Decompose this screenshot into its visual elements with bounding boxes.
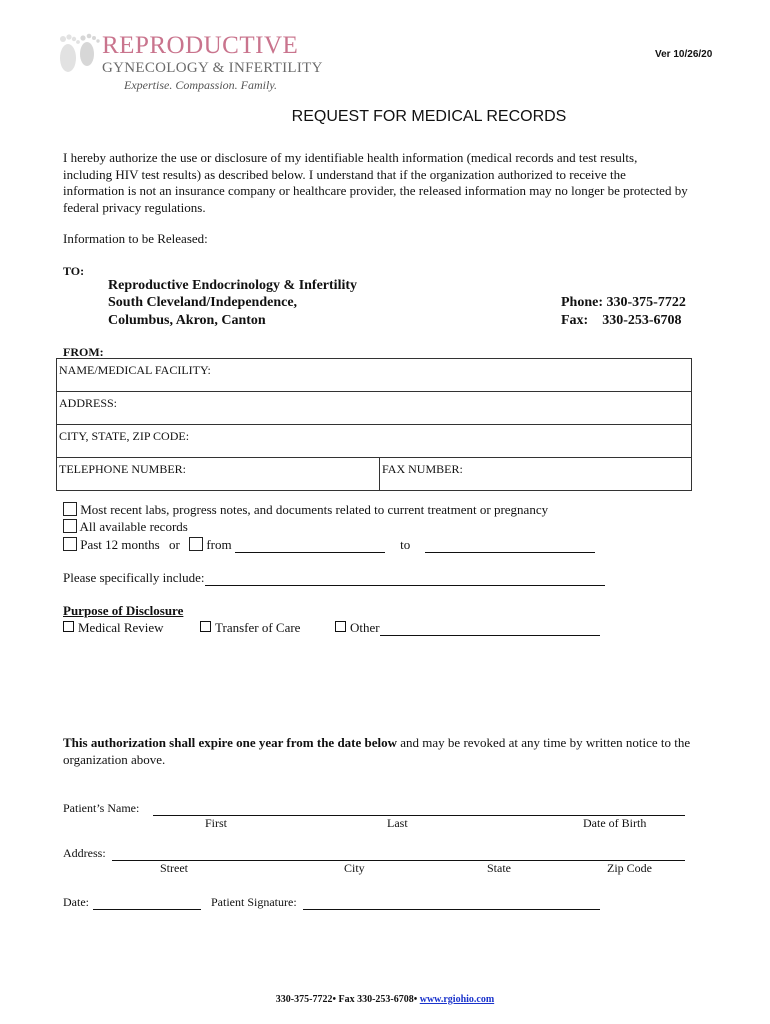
address-label: ADDRESS: — [59, 396, 118, 410]
last-name-caption: Last — [387, 816, 408, 830]
signature-label: Patient Signature: — [211, 895, 297, 909]
website-link[interactable]: www.rgiohio.com — [419, 994, 495, 1005]
address-field[interactable] — [57, 392, 692, 425]
other-field[interactable] — [380, 623, 600, 636]
city-state-zip-label: CITY, STATE, ZIP CODE: — [59, 429, 190, 443]
footer-contact — [0, 994, 770, 1005]
footprints-icon — [54, 30, 102, 76]
practice-logo — [54, 30, 323, 96]
patient-name-label: Patient’s Name: — [63, 801, 140, 815]
other-label: Other — [350, 620, 380, 635]
state-caption: State — [487, 861, 511, 875]
patient-name-field[interactable] — [153, 802, 685, 816]
specific-include-field[interactable] — [205, 573, 605, 586]
transfer-of-care-label: Transfer of Care — [215, 620, 301, 635]
fax-label: FAX NUMBER: — [382, 462, 463, 476]
from-label: FROM: — [63, 345, 104, 359]
street-caption: Street — [160, 861, 188, 875]
version-label: Ver 10/26/20 — [655, 49, 713, 60]
date-label: Date: — [63, 895, 89, 909]
recent-records-checkbox[interactable] — [63, 502, 77, 516]
page-title: REQUEST FOR MEDICAL RECORDS — [291, 108, 567, 125]
recipient-fax: Fax: 330-253-6708 — [561, 313, 682, 328]
fax-field[interactable] — [380, 458, 692, 491]
date-range-checkbox[interactable] — [189, 537, 203, 551]
transfer-of-care-checkbox[interactable] — [200, 621, 211, 632]
medical-review-checkbox[interactable] — [63, 621, 74, 632]
recipient-name: Reproductive Endocrinology & Infertility — [108, 278, 358, 293]
city-state-zip-field[interactable] — [57, 425, 692, 458]
to-date-field[interactable] — [425, 540, 595, 553]
option-all-row — [63, 519, 188, 535]
signature-field[interactable] — [303, 896, 600, 910]
expiry-bold-text: This authorization shall expire one year from the date below — [63, 735, 398, 750]
recent-records-label: Most recent labs, progress notes, and documents related to current treatment or pregnancy — [80, 502, 549, 517]
zip-caption: Zip Code — [607, 861, 652, 875]
specific-include-row — [63, 570, 605, 586]
authorization-intro: I hereby authorize the use or disclosure of my identifiable health information (medical records and test results, including HIV test results) as described below. I understand that if the organization authorized to receive the information is not an insurance company or healthcare provider, the released information may no longer be protected by federal privacy regulations. — [63, 150, 688, 215]
patient-address-field[interactable] — [112, 847, 685, 861]
telephone-field[interactable] — [57, 458, 380, 491]
recipient-locations-1: South Cleveland/Independence, — [108, 295, 298, 310]
logo-wordmark: REPRODUCTIVE — [102, 32, 299, 59]
recipient-phone: Phone: 330-375-7722 — [561, 295, 686, 310]
medical-review-label: Medical Review — [78, 620, 164, 635]
option-recent-row — [63, 502, 548, 518]
patient-address-label: Address: — [63, 846, 106, 860]
city-caption: City — [344, 861, 365, 875]
past-12-months-checkbox[interactable] — [63, 537, 77, 551]
from-table — [56, 358, 692, 491]
purpose-medical-review — [63, 620, 164, 636]
logo-subtitle: GYNECOLOGY & INFERTILITY — [102, 60, 323, 76]
telephone-label: TELEPHONE NUMBER: — [59, 462, 186, 476]
past-12-months-label: Past 12 months — [80, 537, 160, 552]
recipient-locations-2: Columbus, Akron, Canton — [108, 313, 266, 328]
name-facility-field[interactable] — [57, 359, 692, 392]
authorization-expiry — [63, 735, 703, 768]
date-field[interactable] — [93, 896, 201, 910]
all-records-checkbox[interactable] — [63, 519, 77, 533]
info-released-label: Information to be Released: — [63, 231, 208, 246]
specific-include-label: Please specifically include: — [63, 570, 205, 585]
logo-tagline: Expertise. Compassion. Family. — [124, 78, 277, 92]
dob-caption: Date of Birth — [583, 816, 647, 830]
first-name-caption: First — [205, 816, 228, 830]
expiry-rest-text: and may be revoked at any time by written notice to the organization above. — [63, 735, 691, 767]
footer-phone-fax: 330-375-7722• Fax 330-253-6708• — [275, 994, 420, 1005]
purpose-heading: Purpose of Disclosure — [63, 603, 184, 618]
from-date-field[interactable] — [235, 540, 385, 553]
or-label: or — [168, 537, 180, 552]
other-checkbox[interactable] — [335, 621, 346, 632]
from-date-label: from — [206, 537, 232, 552]
to-date-label: to — [400, 537, 411, 552]
all-records-label: All available records — [79, 519, 188, 534]
purpose-transfer-of-care — [200, 620, 300, 636]
name-facility-label: NAME/MEDICAL FACILITY: — [59, 363, 211, 377]
to-label: TO: — [63, 264, 85, 278]
purpose-other — [335, 620, 600, 636]
option-12mo-row — [63, 537, 595, 553]
